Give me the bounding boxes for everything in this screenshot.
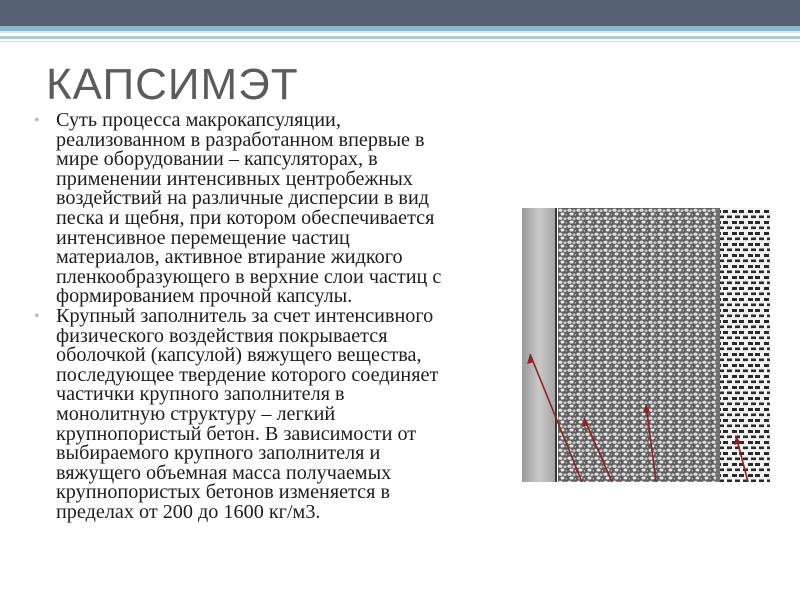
bullet-item	[34, 111, 516, 307]
bullet-line: физического воздействия покрывается	[56, 324, 388, 347]
bullet-line: пленкообразующего в верхние слои частиц с	[56, 265, 442, 288]
wall-cross-section-photo	[522, 208, 770, 482]
bullet-line: выбираемого крупного заполнителя и	[56, 442, 381, 465]
bullet-line: крупнопористый бетон. В зависимости от	[56, 422, 417, 445]
bullet-item	[34, 304, 516, 523]
bullet-line: интенсивное перемещение частиц	[56, 226, 350, 249]
header-accent-stripe	[0, 36, 800, 39]
bullet-line: последующее твердение которого соединяет	[56, 363, 439, 386]
bullet-dot-icon: •	[34, 112, 40, 129]
bullet-line: монолитную структуру – легкий	[56, 402, 336, 425]
bullet-line: вяжущего объемная масса получаемых	[56, 461, 392, 484]
bullet-dot-icon: •	[34, 307, 40, 325]
slide-header-bar	[0, 0, 800, 26]
bullet-line: песка и щебня, при котором обеспечивается	[56, 206, 435, 229]
bullet-line: реализованном в разработанном впервые в	[56, 128, 425, 151]
bullet-line: пределах от 200 до 1600 кг/м3.	[56, 500, 321, 523]
slide-body	[34, 111, 516, 581]
bullet-line: мире оборудовании – капсуляторах, в	[56, 148, 378, 171]
header-accent-stripe	[0, 31, 800, 33]
bullet-line: материалов, активное втирание жидкого	[56, 246, 403, 269]
header-accent-stripe	[0, 41, 800, 42]
bullet-line: крупнопористых бетонов изменяется в	[56, 481, 390, 504]
bullet-line: Крупный заполнитель за счет интенсивного	[56, 304, 434, 327]
bullet-line: частички крупного заполнителя в	[56, 383, 345, 406]
bullet-line: Суть процесса макрокапсуляции,	[56, 111, 341, 131]
slide-title: КАПСИМЭТ	[46, 60, 299, 109]
bullet-line: применении интенсивных центробежных	[56, 167, 413, 190]
bullet-line: формированием прочной капсулы.	[56, 285, 353, 308]
bullet-line: оболочкой (капсулой) вяжущего вещества,	[56, 344, 422, 367]
bullet-line: воздействий на различные дисперсии в вид	[56, 187, 430, 210]
